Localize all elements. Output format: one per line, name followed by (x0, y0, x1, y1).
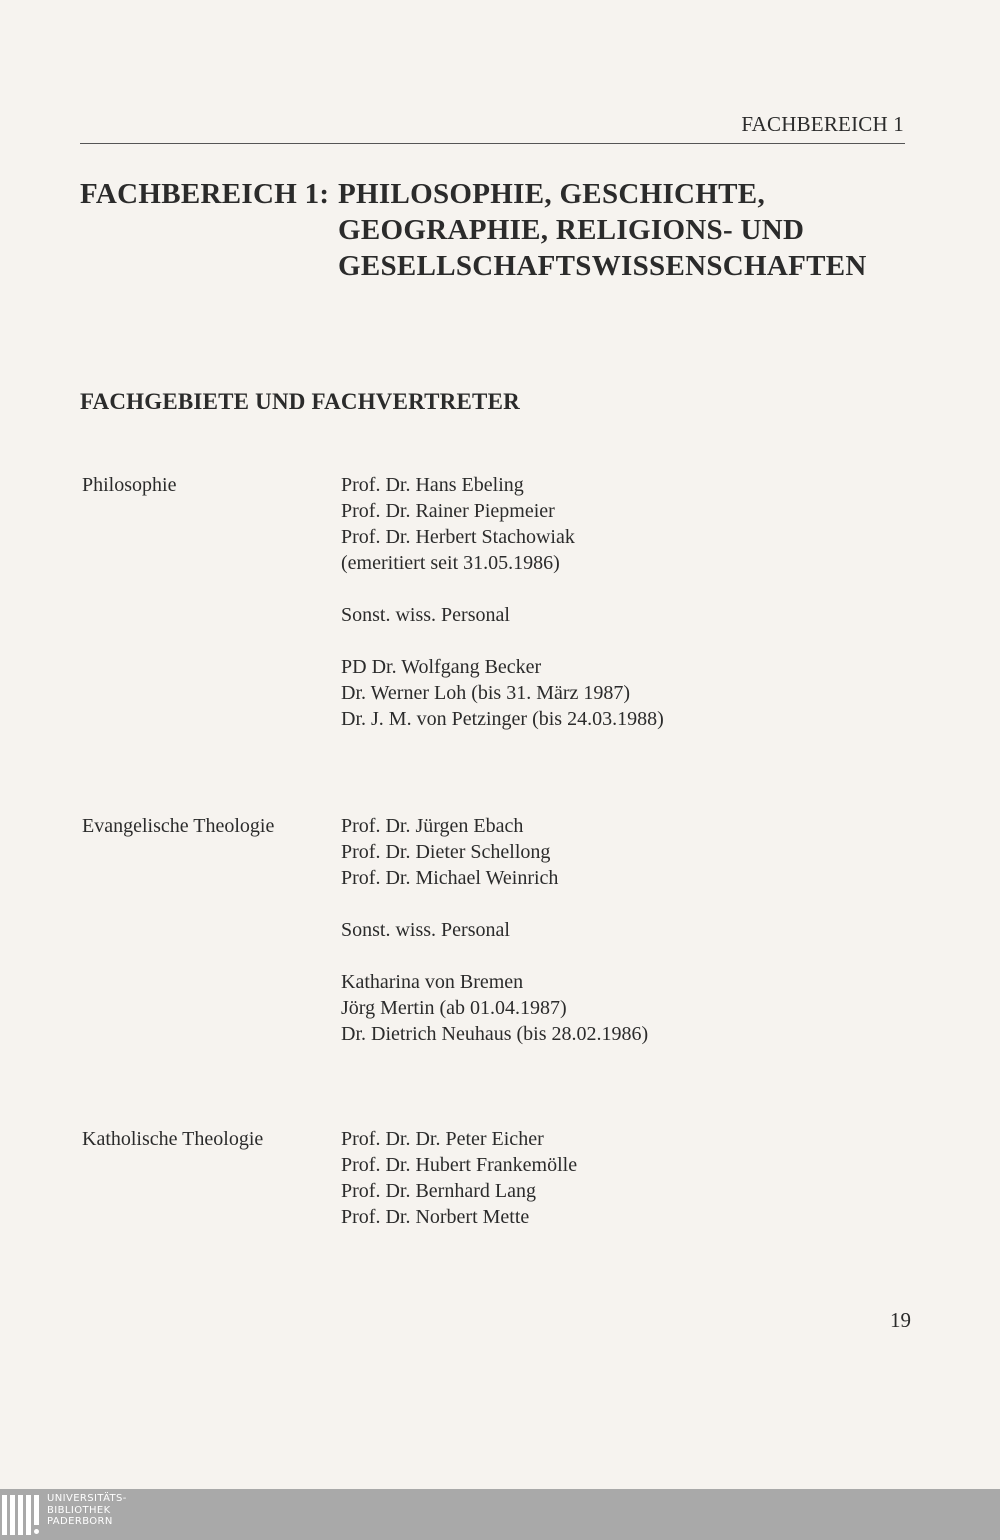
chapter-title-line: GEOGRAPHIE, RELIGIONS- UND (338, 214, 805, 246)
subject-evangelische-theologie (82, 813, 982, 1047)
logo-line: BIBLIOTHEK (47, 1504, 111, 1516)
library-logo (2, 1493, 127, 1535)
member-line: Katharina von Bremen (341, 971, 524, 993)
spacer (341, 628, 664, 654)
staff-heading: Sonst. wiss. Personal (341, 919, 510, 941)
header-rule (80, 143, 905, 144)
subject-members (341, 1126, 577, 1230)
subject-members (341, 813, 648, 1047)
member-line: Jörg Mertin (ab 01.04.1987) (341, 997, 567, 1019)
member-line: Prof. Dr. Michael Weinrich (341, 867, 559, 889)
member-line: (emeritiert seit 31.05.1986) (341, 552, 560, 574)
spacer (341, 943, 648, 969)
subject-philosophie (82, 472, 982, 732)
member-line: Prof. Dr. Bernhard Lang (341, 1180, 536, 1202)
chapter-prefix: FACHBEREICH 1: (80, 178, 330, 210)
logo-line: PADERBORN (47, 1516, 113, 1527)
chapter-title-lines (338, 176, 867, 284)
chapter-title-line: GESELLSCHAFTSWISSENSCHAFTEN (338, 250, 867, 282)
member-line: Prof. Dr. Hubert Frankemölle (341, 1154, 578, 1176)
running-head: FACHBEREICH 1 (741, 112, 904, 136)
staff-heading: Sonst. wiss. Personal (341, 604, 510, 626)
logo-line: UNIVERSITÄTS- (47, 1493, 127, 1504)
spacer (341, 891, 648, 917)
member-line: Prof. Dr. Rainer Piepmeier (341, 500, 555, 522)
subject-label: Philosophie (82, 474, 177, 496)
member-line: Prof. Dr. Norbert Mette (341, 1206, 530, 1228)
footer-band (0, 1489, 1000, 1540)
member-line: PD Dr. Wolfgang Becker (341, 656, 542, 678)
page-number: 19 (890, 1308, 911, 1332)
member-line: Dr. J. M. von Petzinger (bis 24.03.1988) (341, 708, 664, 730)
chapter-title (80, 176, 867, 284)
member-line: Prof. Dr. Dieter Schellong (341, 841, 551, 863)
member-line: Prof. Dr. Herbert Stachowiak (341, 526, 575, 548)
library-logo-text (47, 1493, 127, 1528)
subject-label: Katholische Theologie (82, 1128, 264, 1150)
member-line: Prof. Dr. Dr. Peter Eicher (341, 1128, 544, 1150)
member-line: Dr. Dietrich Neuhaus (bis 28.02.1986) (341, 1023, 649, 1045)
member-line: Dr. Werner Loh (bis 31. März 1987) (341, 682, 631, 704)
subject-members (341, 472, 664, 732)
member-line: Prof. Dr. Hans Ebeling (341, 474, 524, 496)
chapter-title-line: PHILOSOPHIE, GESCHICHTE, (338, 178, 765, 210)
subject-label: Evangelische Theologie (82, 815, 275, 837)
member-line: Prof. Dr. Jürgen Ebach (341, 815, 524, 837)
library-logo-icon (2, 1495, 39, 1535)
subject-katholische-theologie (82, 1126, 982, 1230)
spacer (341, 576, 664, 602)
section-heading: FACHGEBIETE UND FACHVERTRETER (80, 389, 520, 414)
